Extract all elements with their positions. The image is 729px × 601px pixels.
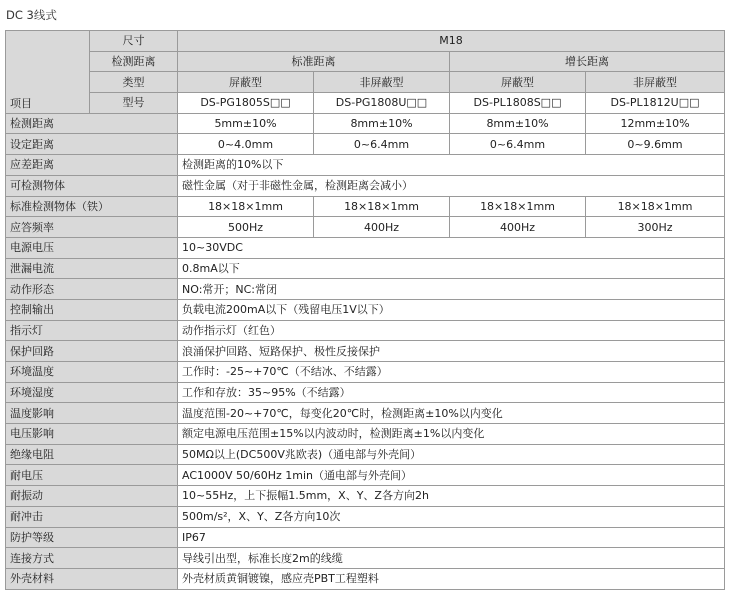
size-label: 尺寸 — [90, 31, 178, 52]
table-row — [6, 568, 725, 589]
row-label: 指示灯 — [6, 320, 178, 341]
table-cell: AC1000V 50/60Hz 1min（通电部与外壳间） — [178, 465, 725, 486]
type-cell: 屏蔽型 — [178, 72, 314, 93]
table-cell: 10~30VDC — [178, 237, 725, 258]
row-label: 标准检测物体（铁） — [6, 196, 178, 217]
table-row — [6, 279, 725, 300]
row-label: 温度影响 — [6, 403, 178, 424]
table-row — [6, 134, 725, 155]
spec-table — [5, 30, 725, 590]
table-caption: DC 3线式 — [6, 8, 57, 22]
table-cell: 8mm±10% — [314, 113, 450, 134]
table-row — [6, 465, 725, 486]
table-cell: 温度范围-20~+70℃，每变化20℃时，检测距离±10%以内变化 — [178, 403, 725, 424]
table-row — [6, 175, 725, 196]
table-row — [6, 424, 725, 445]
table-cell: 0~4.0mm — [178, 134, 314, 155]
table-cell: 300Hz — [586, 217, 725, 238]
table-row — [6, 113, 725, 134]
row-label: 电源电压 — [6, 237, 178, 258]
row-label: 电压影响 — [6, 424, 178, 445]
row-label: 保护回路 — [6, 341, 178, 362]
long-distance-header: 增长距离 — [450, 51, 725, 72]
row-label: 耐振动 — [6, 486, 178, 507]
table-cell: 负载电流200mA以下（残留电压1V以下） — [178, 299, 725, 320]
table-cell: 18×18×1mm — [178, 196, 314, 217]
table-row — [6, 527, 725, 548]
row-label: 环境温度 — [6, 362, 178, 383]
model-cell: DS-PG1808U□□ — [314, 93, 450, 114]
table-cell: 12mm±10% — [586, 113, 725, 134]
model-cell: DS-PG1805S□□ — [178, 93, 314, 114]
table-row — [6, 155, 725, 176]
table-row — [6, 196, 725, 217]
row-label: 外壳材料 — [6, 568, 178, 589]
table-cell: 18×18×1mm — [586, 196, 725, 217]
header-row-distance — [6, 51, 725, 72]
row-label: 连接方式 — [6, 548, 178, 569]
model-label: 型号 — [90, 93, 178, 114]
row-label: 设定距离 — [6, 134, 178, 155]
table-cell: 0~6.4mm — [450, 134, 586, 155]
table-cell: 500m/s²，X、Y、Z各方向10次 — [178, 506, 725, 527]
header-row-type — [6, 72, 725, 93]
table-cell: 工作和存放：35~95%（不结露） — [178, 382, 725, 403]
table-row — [6, 444, 725, 465]
row-label: 耐电压 — [6, 465, 178, 486]
row-label: 控制输出 — [6, 299, 178, 320]
row-label: 应差距离 — [6, 155, 178, 176]
table-cell: 磁性金属（对于非磁性金属，检测距离会减小） — [178, 175, 725, 196]
table-row — [6, 299, 725, 320]
table-cell: 0~9.6mm — [586, 134, 725, 155]
table-cell: 动作指示灯（红色） — [178, 320, 725, 341]
table-cell: IP67 — [178, 527, 725, 548]
table-row — [6, 548, 725, 569]
model-cell: DS-PL1812U□□ — [586, 93, 725, 114]
table-row — [6, 258, 725, 279]
distance-label: 检测距离 — [90, 51, 178, 72]
table-row — [6, 403, 725, 424]
table-cell: 额定电源电压范围±15%以内波动时，检测距离±1%以内变化 — [178, 424, 725, 445]
table-cell: 18×18×1mm — [450, 196, 586, 217]
table-cell: 0~6.4mm — [314, 134, 450, 155]
table-cell: 500Hz — [178, 217, 314, 238]
table-cell: 检测距离的10%以下 — [178, 155, 725, 176]
table-cell: 浪涌保护回路、短路保护、极性反接保护 — [178, 341, 725, 362]
table-row — [6, 486, 725, 507]
table-cell: 0.8mA以下 — [178, 258, 725, 279]
table-row — [6, 217, 725, 238]
table-row — [6, 237, 725, 258]
table-cell: 5mm±10% — [178, 113, 314, 134]
table-cell: 18×18×1mm — [314, 196, 450, 217]
table-row — [6, 341, 725, 362]
table-cell: 外壳材质黄铜镀镍，感应壳PBT工程塑料 — [178, 568, 725, 589]
table-cell: 工作时：-25~+70℃（不结冰、不结露） — [178, 362, 725, 383]
table-cell: 400Hz — [314, 217, 450, 238]
row-label: 防护等级 — [6, 527, 178, 548]
type-cell: 屏蔽型 — [450, 72, 586, 93]
type-cell: 非屏蔽型 — [314, 72, 450, 93]
row-label: 耐冲击 — [6, 506, 178, 527]
row-label: 泄漏电流 — [6, 258, 178, 279]
table-cell: 8mm±10% — [450, 113, 586, 134]
table-cell: 400Hz — [450, 217, 586, 238]
table-row — [6, 382, 725, 403]
table-row — [6, 362, 725, 383]
row-label: 动作形态 — [6, 279, 178, 300]
type-label: 类型 — [90, 72, 178, 93]
table-cell: 50MΩ以上(DC500V兆欧表)（通电部与外壳间） — [178, 444, 725, 465]
row-label: 检测距离 — [6, 113, 178, 134]
header-row-size — [6, 31, 725, 52]
size-value: M18 — [178, 31, 725, 52]
header-row-model — [6, 93, 725, 114]
model-cell: DS-PL1808S□□ — [450, 93, 586, 114]
row-label: 绝缘电阻 — [6, 444, 178, 465]
row-label: 应答频率 — [6, 217, 178, 238]
table-cell: 导线引出型，标准长度2m的线缆 — [178, 548, 725, 569]
table-cell: 10~55Hz，上下振幅1.5mm，X、Y、Z各方向2h — [178, 486, 725, 507]
table-row — [6, 320, 725, 341]
row-label: 环境湿度 — [6, 382, 178, 403]
standard-distance-header: 标准距离 — [178, 51, 450, 72]
item-header: 项目 — [6, 31, 90, 114]
type-cell: 非屏蔽型 — [586, 72, 725, 93]
table-row — [6, 506, 725, 527]
table-cell: NO:常开；NC:常闭 — [178, 279, 725, 300]
row-label: 可检测物体 — [6, 175, 178, 196]
